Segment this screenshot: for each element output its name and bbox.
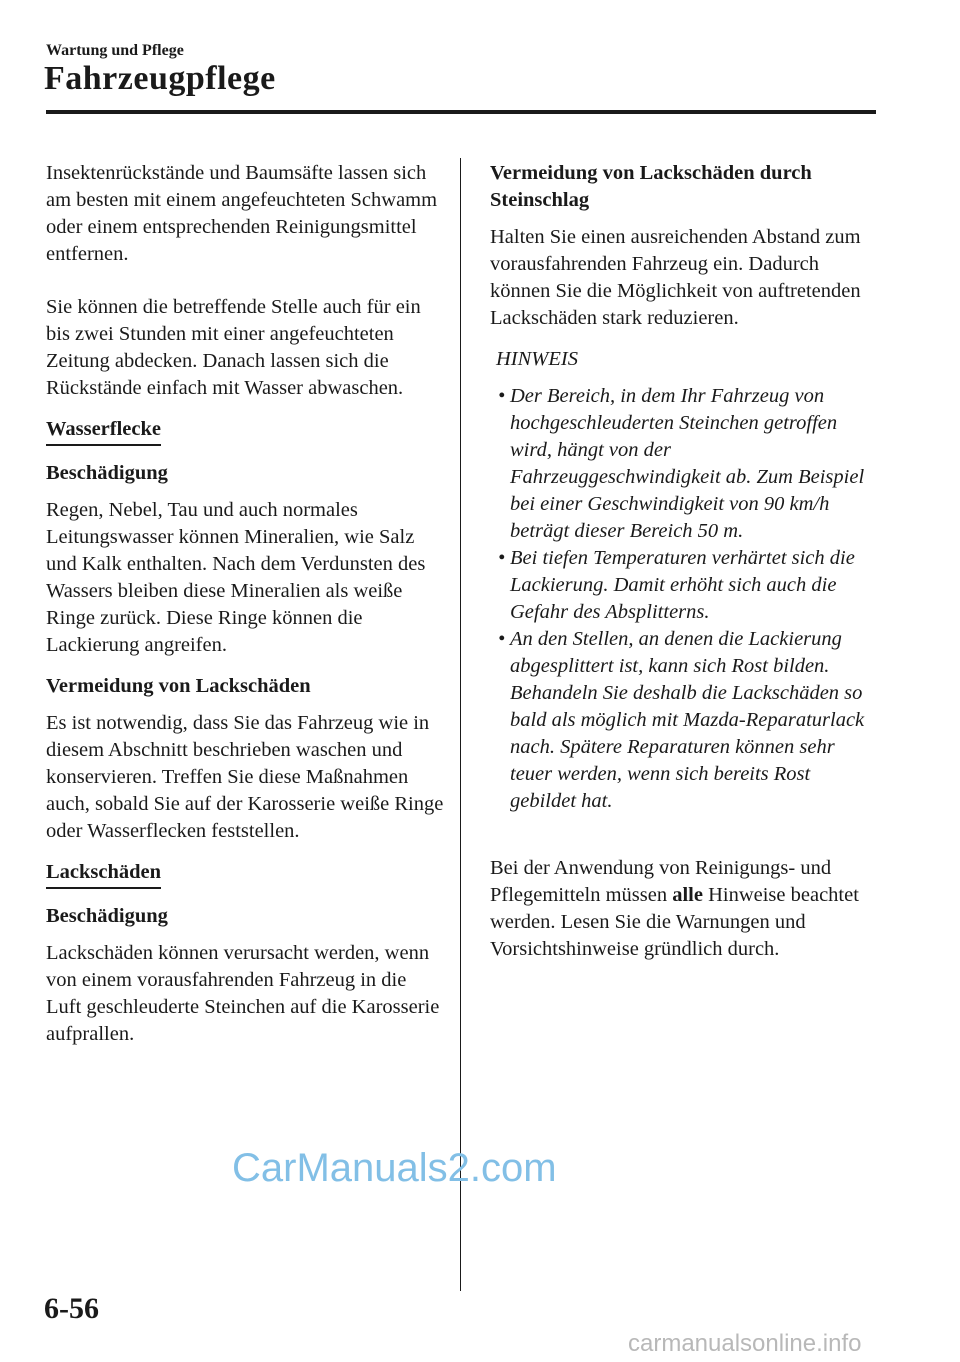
list-item	[490, 545, 880, 626]
subheading-steinschlag: Vermeidung von Lackschäden durch Steinschlag	[490, 162, 812, 211]
heading-wasserflecke: Wasserflecke	[46, 417, 161, 446]
title-rule	[46, 110, 876, 114]
subheading-beschaedigung-2: Beschädigung	[46, 905, 168, 927]
note-text: Bei tiefen Temperaturen verhärtet sich die Lackierung. Damit erhöht sich auch die Gefahr des Absplitterns.	[510, 547, 855, 623]
subheading-vermeidung: Vermeidung von Lackschäden	[46, 675, 311, 697]
page-number: 6-56	[44, 1292, 99, 1325]
note-text: Der Bereich, in dem Ihr Fahrzeug von hochgeschleuderten Steinchen getroffen wird, hängt von der Fahrzeuggeschwindigkeit ab. Zum Beispiel bei einer Geschwindigkeit von 90 km/h beträgt dieser Bereich 50 m.	[510, 385, 865, 542]
text-before: Bei der Anwendung von Reinigungs- und Pflegemitteln müssen	[490, 857, 832, 906]
text-after: Hinweise beachtet werden. Lesen Sie die Warnungen und Vorsichtshinweise gründlich durch.	[490, 884, 859, 960]
paragraph-insekten: Insektenrückstände und Baumsäfte lassen sich am besten mit einem angefeuchteten Schwamm oder einem entsprechenden Reinigungsmittel entfernen.	[46, 162, 438, 265]
subheading-beschaedigung: Beschädigung	[46, 462, 168, 484]
emphasis-alle: alle	[672, 884, 703, 906]
paragraph-mineralien: Regen, Nebel, Tau und auch normales Leitungswasser können Mineralien, wie Salz und Kalk enthalten. Nach dem Verdunsten des Wassers bleiben diese Mineralien als weiße Ringe zurück. Diese Ringe können die Lackierung angreifen.	[46, 499, 426, 656]
paragraph-reinigungsmittel	[490, 855, 880, 963]
paragraph-zeitung: Sie können die betreffende Stelle auch für ein bis zwei Stunden mit einer angefeuchteten Zeitung abdecken. Danach lassen sich die Rückstände einfach mit Wasser abwaschen.	[46, 296, 421, 399]
paragraph-konservieren: Es ist notwendig, dass Sie das Fahrzeug wie in diesem Abschnitt beschrieben waschen und konservieren. Treffen Sie diese Maßnahmen auch, sobald Sie auf der Karosserie weiße Ringe oder Wasserflecken feststellen.	[46, 712, 444, 842]
hinweis-list	[490, 383, 880, 815]
page-title: Fahrzeugpflege	[44, 60, 276, 97]
bullet-icon: •	[498, 547, 506, 569]
list-item	[490, 383, 880, 545]
section-label: Wartung und Pflege	[46, 42, 184, 59]
bullet-icon: •	[498, 628, 506, 650]
paragraph-abstand: Halten Sie einen ausreichenden Abstand zum vorausfahrenden Fahrzeug ein. Dadurch können Sie die Möglichkeit von auftretenden Lackschäden stark reduzieren.	[490, 226, 861, 329]
column-divider	[460, 158, 461, 1291]
right-column	[490, 160, 880, 977]
list-item	[490, 626, 880, 815]
paragraph-steinchen: Lackschäden können verursacht werden, wenn von einem vorausfahrenden Fahrzeug in die Luft geschleuderte Steinchen auf die Karosserie aufprallen.	[46, 942, 440, 1045]
left-column	[46, 160, 446, 1062]
heading-lackschaeden: Lackschäden	[46, 860, 161, 889]
note-text: An den Stellen, an denen die Lackierung abgesplittert ist, kann sich Rost bilden. Behandeln Sie deshalb die Lackschäden so bald als möglich mit Mazda-Reparaturlack nach. Spätere Reparaturen können sehr teuer werden, wenn sich bereits Rost gebildet hat.	[510, 628, 865, 812]
bullet-icon: •	[498, 385, 506, 407]
site-watermark: carmanualsonline.info	[628, 1330, 862, 1357]
watermark-carmanuals: CarManuals2.com	[232, 1146, 557, 1190]
hinweis-title: HINWEIS	[496, 348, 578, 370]
